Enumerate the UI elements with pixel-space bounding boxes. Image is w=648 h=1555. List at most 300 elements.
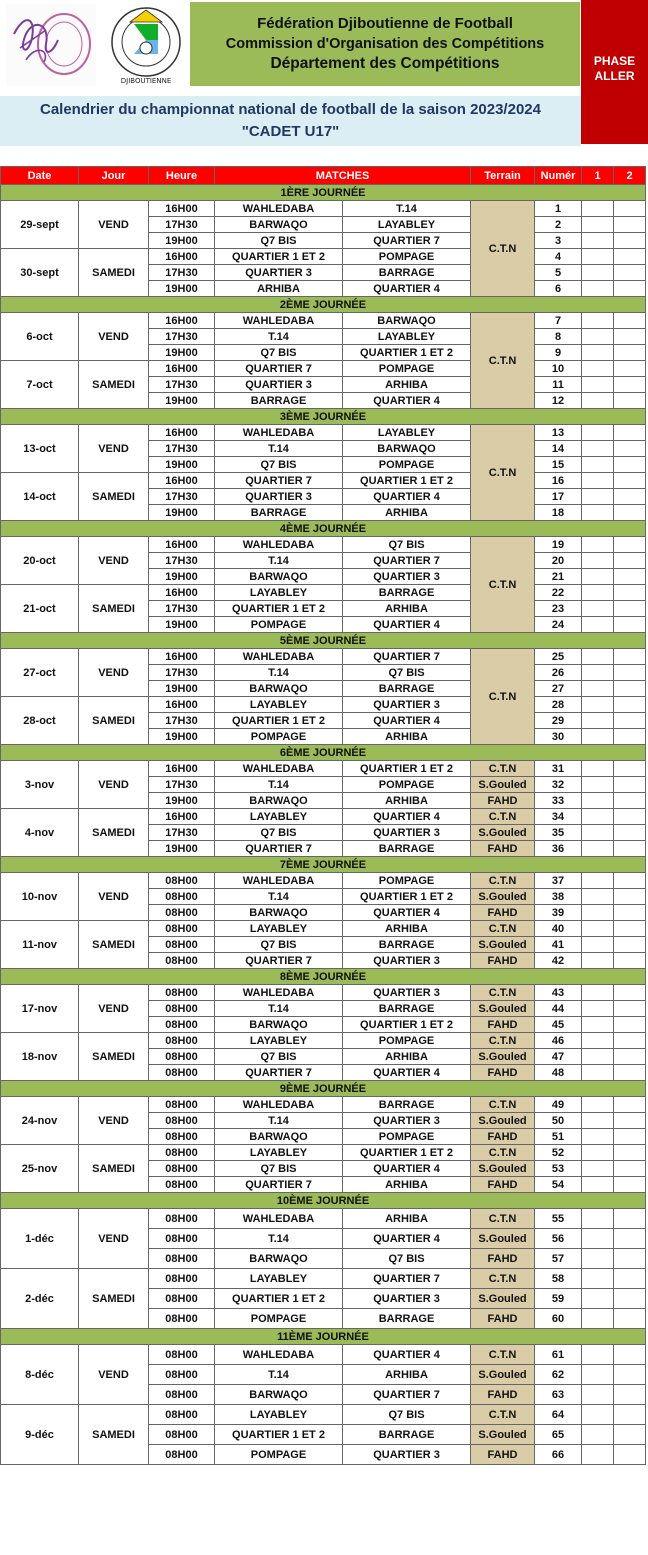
match-home-team: BARRAGE [215, 505, 343, 521]
score-2-cell[interactable] [614, 1177, 646, 1193]
calendar-title-block [0, 96, 581, 146]
match-away-team: POMPAGE [343, 1033, 471, 1049]
score-1-cell[interactable] [582, 1001, 614, 1017]
score-1-cell[interactable] [582, 553, 614, 569]
match-row [1, 1097, 646, 1113]
score-2-cell[interactable] [614, 873, 646, 889]
score-2-cell[interactable] [614, 1269, 646, 1289]
organization-banner [190, 2, 580, 86]
score-1-cell[interactable] [582, 249, 614, 265]
score-1-cell[interactable] [582, 1345, 614, 1365]
score-1-cell[interactable] [582, 841, 614, 857]
match-terrain: FAHD [471, 1177, 535, 1193]
col-date: Date [1, 167, 79, 185]
score-2-cell[interactable] [614, 1049, 646, 1065]
match-home-team: LAYABLEY [215, 1405, 343, 1425]
match-away-team: QUARTIER 4 [343, 281, 471, 297]
match-away-team: QUARTIER 3 [343, 985, 471, 1001]
match-home-team: QUARTIER 1 ET 2 [215, 1425, 343, 1445]
col-matches: MATCHES [215, 167, 471, 185]
match-number: 48 [535, 1065, 582, 1081]
match-away-team: Q7 BIS [343, 1249, 471, 1269]
match-home-team: WAHLEDABA [215, 761, 343, 777]
score-2-cell[interactable] [614, 713, 646, 729]
match-number: 23 [535, 601, 582, 617]
match-home-team: WAHLEDABA [215, 873, 343, 889]
score-2-cell[interactable] [614, 905, 646, 921]
match-row [1, 425, 646, 441]
score-1-cell[interactable] [582, 393, 614, 409]
score-2-cell[interactable] [614, 665, 646, 681]
score-2-cell[interactable] [614, 777, 646, 793]
match-jour: SAMEDI [79, 1145, 149, 1193]
match-away-team: QUARTIER 4 [343, 1065, 471, 1081]
score-1-cell[interactable] [582, 441, 614, 457]
score-1-cell[interactable] [582, 1033, 614, 1049]
match-date: 18-nov [1, 1033, 79, 1081]
score-2-cell[interactable] [614, 281, 646, 297]
score-1-cell[interactable] [582, 1445, 614, 1465]
score-1-cell[interactable] [582, 985, 614, 1001]
match-row [1, 873, 646, 889]
score-2-cell[interactable] [614, 1309, 646, 1329]
match-heure: 08H00 [149, 905, 215, 921]
journee-header-row [1, 409, 646, 425]
match-number: 55 [535, 1209, 582, 1229]
score-2-cell[interactable] [614, 1017, 646, 1033]
score-1-cell[interactable] [582, 1129, 614, 1145]
match-number: 61 [535, 1345, 582, 1365]
match-home-team: BARRAGE [215, 393, 343, 409]
score-2-cell[interactable] [614, 1113, 646, 1129]
match-date: 9-déc [1, 1405, 79, 1465]
match-home-team: WAHLEDABA [215, 1097, 343, 1113]
match-date: 7-oct [1, 361, 79, 409]
match-heure: 08H00 [149, 1049, 215, 1065]
journee-title: 4ÈME JOURNÉE [1, 521, 646, 537]
score-1-cell[interactable] [582, 537, 614, 553]
score-2-cell[interactable] [614, 953, 646, 969]
match-terrain: C.T.N [471, 1145, 535, 1161]
match-number: 26 [535, 665, 582, 681]
score-1-cell[interactable] [582, 345, 614, 361]
match-away-team: QUARTIER 1 ET 2 [343, 345, 471, 361]
match-jour: VEND [79, 1097, 149, 1145]
score-2-cell[interactable] [614, 1445, 646, 1465]
score-1-cell[interactable] [582, 1365, 614, 1385]
score-2-cell[interactable] [614, 937, 646, 953]
score-2-cell[interactable] [614, 1161, 646, 1177]
score-2-cell[interactable] [614, 617, 646, 633]
score-2-cell[interactable] [614, 537, 646, 553]
match-heure: 08H00 [149, 1229, 215, 1249]
score-1-cell[interactable] [582, 681, 614, 697]
match-heure: 19H00 [149, 345, 215, 361]
match-jour: SAMEDI [79, 249, 149, 297]
match-number: 33 [535, 793, 582, 809]
score-2-cell[interactable] [614, 457, 646, 473]
match-jour: SAMEDI [79, 361, 149, 409]
match-number: 66 [535, 1445, 582, 1465]
match-date: 11-nov [1, 921, 79, 969]
journee-header-row [1, 521, 646, 537]
score-2-cell[interactable] [614, 649, 646, 665]
score-1-cell[interactable] [582, 1249, 614, 1269]
match-home-team: WAHLEDABA [215, 537, 343, 553]
match-heure: 08H00 [149, 1017, 215, 1033]
match-number: 25 [535, 649, 582, 665]
score-1-cell[interactable] [582, 217, 614, 233]
match-terrain: S.Gouled [471, 1365, 535, 1385]
match-date: 30-sept [1, 249, 79, 297]
match-away-team: BARRAGE [343, 681, 471, 697]
match-heure: 16H00 [149, 473, 215, 489]
score-2-cell[interactable] [614, 313, 646, 329]
match-number: 54 [535, 1177, 582, 1193]
match-home-team: BARWAQO [215, 1129, 343, 1145]
match-home-team: LAYABLEY [215, 585, 343, 601]
match-home-team: BARWAQO [215, 217, 343, 233]
match-away-team: BARRAGE [343, 585, 471, 601]
score-1-cell[interactable] [582, 1425, 614, 1445]
match-jour: VEND [79, 649, 149, 697]
score-1-cell[interactable] [582, 665, 614, 681]
match-terrain: C.T.N [471, 425, 535, 521]
journee-title: 6ÈME JOURNÉE [1, 745, 646, 761]
match-row [1, 1269, 646, 1289]
table-header-row [1, 167, 646, 185]
score-1-cell[interactable] [582, 457, 614, 473]
category-title: "CADET U17" [241, 123, 340, 140]
score-2-cell[interactable] [614, 1229, 646, 1249]
match-number: 17 [535, 489, 582, 505]
match-away-team: QUARTIER 7 [343, 233, 471, 249]
match-heure: 17H30 [149, 489, 215, 505]
score-2-cell[interactable] [614, 441, 646, 457]
match-number: 38 [535, 889, 582, 905]
match-number: 9 [535, 345, 582, 361]
match-away-team: QUARTIER 1 ET 2 [343, 473, 471, 489]
match-heure: 08H00 [149, 1097, 215, 1113]
score-1-cell[interactable] [582, 201, 614, 217]
match-away-team: QUARTIER 3 [343, 1289, 471, 1309]
match-row [1, 809, 646, 825]
match-terrain: C.T.N [471, 201, 535, 297]
match-number: 56 [535, 1229, 582, 1249]
match-away-team: QUARTIER 4 [343, 1161, 471, 1177]
match-away-team: QUARTIER 7 [343, 553, 471, 569]
org-department: Département des Compétitions [270, 55, 500, 72]
score-2-cell[interactable] [614, 601, 646, 617]
score-1-cell[interactable] [582, 361, 614, 377]
score-1-cell[interactable] [582, 761, 614, 777]
score-1-cell[interactable] [582, 1065, 614, 1081]
score-2-cell[interactable] [614, 361, 646, 377]
match-away-team: QUARTIER 7 [343, 649, 471, 665]
match-heure: 08H00 [149, 1209, 215, 1229]
match-away-team: QUARTIER 4 [343, 809, 471, 825]
score-2-cell[interactable] [614, 473, 646, 489]
score-1-cell[interactable] [582, 729, 614, 745]
score-1-cell[interactable] [582, 1289, 614, 1309]
match-jour: VEND [79, 761, 149, 809]
score-2-cell[interactable] [614, 505, 646, 521]
match-jour: SAMEDI [79, 697, 149, 745]
score-1-cell[interactable] [582, 617, 614, 633]
match-date: 21-oct [1, 585, 79, 633]
match-terrain: C.T.N [471, 921, 535, 937]
match-number: 19 [535, 537, 582, 553]
match-home-team: Q7 BIS [215, 937, 343, 953]
match-date: 14-oct [1, 473, 79, 521]
match-home-team: T.14 [215, 1365, 343, 1385]
match-away-team: BARRAGE [343, 937, 471, 953]
score-1-cell[interactable] [582, 889, 614, 905]
score-1-cell[interactable] [582, 1161, 614, 1177]
score-2-cell[interactable] [614, 265, 646, 281]
match-heure: 16H00 [149, 809, 215, 825]
match-number: 15 [535, 457, 582, 473]
match-away-team: BARRAGE [343, 1425, 471, 1445]
match-heure: 17H30 [149, 217, 215, 233]
score-2-cell[interactable] [614, 1345, 646, 1365]
match-terrain: C.T.N [471, 985, 535, 1001]
match-heure: 08H00 [149, 937, 215, 953]
score-1-cell[interactable] [582, 329, 614, 345]
score-1-cell[interactable] [582, 473, 614, 489]
score-2-cell[interactable] [614, 921, 646, 937]
match-number: 20 [535, 553, 582, 569]
col-numero: Numér [535, 167, 582, 185]
match-home-team: T.14 [215, 777, 343, 793]
journee-header-row [1, 745, 646, 761]
score-2-cell[interactable] [614, 681, 646, 697]
journee-header-row [1, 969, 646, 985]
match-jour: SAMEDI [79, 1269, 149, 1329]
match-terrain: C.T.N [471, 809, 535, 825]
match-heure: 08H00 [149, 985, 215, 1001]
score-2-cell[interactable] [614, 569, 646, 585]
score-2-cell[interactable] [614, 985, 646, 1001]
score-1-cell[interactable] [582, 233, 614, 249]
match-heure: 17H30 [149, 377, 215, 393]
score-2-cell[interactable] [614, 1145, 646, 1161]
match-home-team: T.14 [215, 1001, 343, 1017]
match-jour: VEND [79, 201, 149, 249]
match-away-team: ARHIBA [343, 601, 471, 617]
score-1-cell[interactable] [582, 569, 614, 585]
score-1-cell[interactable] [582, 489, 614, 505]
match-heure: 16H00 [149, 425, 215, 441]
journee-header-row [1, 1081, 646, 1097]
score-2-cell[interactable] [614, 1405, 646, 1425]
match-terrain: C.T.N [471, 873, 535, 889]
score-1-cell[interactable] [582, 937, 614, 953]
score-2-cell[interactable] [614, 1425, 646, 1445]
score-1-cell[interactable] [582, 585, 614, 601]
score-2-cell[interactable] [614, 697, 646, 713]
match-number: 2 [535, 217, 582, 233]
match-date: 25-nov [1, 1145, 79, 1193]
match-heure: 08H00 [149, 889, 215, 905]
match-number: 44 [535, 1001, 582, 1017]
score-2-cell[interactable] [614, 329, 646, 345]
score-1-cell[interactable] [582, 825, 614, 841]
match-heure: 17H30 [149, 553, 215, 569]
match-away-team: QUARTIER 1 ET 2 [343, 761, 471, 777]
score-2-cell[interactable] [614, 217, 646, 233]
score-1-cell[interactable] [582, 505, 614, 521]
match-heure: 08H00 [149, 1065, 215, 1081]
match-number: 37 [535, 873, 582, 889]
match-heure: 08H00 [149, 1425, 215, 1445]
score-2-cell[interactable] [614, 489, 646, 505]
score-2-cell[interactable] [614, 249, 646, 265]
score-2-cell[interactable] [614, 233, 646, 249]
score-2-cell[interactable] [614, 377, 646, 393]
match-row [1, 1145, 646, 1161]
score-1-cell[interactable] [582, 1269, 614, 1289]
match-away-team: LAYABLEY [343, 425, 471, 441]
match-away-team: T.14 [343, 201, 471, 217]
match-number: 29 [535, 713, 582, 729]
match-home-team: BARWAQO [215, 793, 343, 809]
match-terrain: FAHD [471, 1017, 535, 1033]
score-2-cell[interactable] [614, 1289, 646, 1309]
match-home-team: POMPAGE [215, 617, 343, 633]
score-2-cell[interactable] [614, 1033, 646, 1049]
match-away-team: QUARTIER 4 [343, 617, 471, 633]
score-2-cell[interactable] [614, 345, 646, 361]
match-heure: 08H00 [149, 1161, 215, 1177]
score-1-cell[interactable] [582, 793, 614, 809]
score-1-cell[interactable] [582, 1309, 614, 1329]
match-home-team: BARWAQO [215, 681, 343, 697]
score-2-cell[interactable] [614, 889, 646, 905]
match-home-team: QUARTIER 1 ET 2 [215, 1289, 343, 1309]
score-1-cell[interactable] [582, 281, 614, 297]
col-2: 2 [614, 167, 646, 185]
match-row [1, 921, 646, 937]
score-1-cell[interactable] [582, 265, 614, 281]
score-2-cell[interactable] [614, 1385, 646, 1405]
match-row [1, 249, 646, 265]
match-heure: 19H00 [149, 617, 215, 633]
score-2-cell[interactable] [614, 1209, 646, 1229]
match-away-team: POMPAGE [343, 1129, 471, 1145]
match-away-team: QUARTIER 1 ET 2 [343, 889, 471, 905]
score-1-cell[interactable] [582, 905, 614, 921]
match-away-team: ARHIBA [343, 921, 471, 937]
score-1-cell[interactable] [582, 1229, 614, 1249]
score-1-cell[interactable] [582, 1017, 614, 1033]
match-date: 20-oct [1, 537, 79, 585]
match-terrain: S.Gouled [471, 937, 535, 953]
match-home-team: Q7 BIS [215, 825, 343, 841]
score-1-cell[interactable] [582, 921, 614, 937]
score-2-cell[interactable] [614, 729, 646, 745]
match-date: 3-nov [1, 761, 79, 809]
match-terrain: C.T.N [471, 1269, 535, 1289]
score-1-cell[interactable] [582, 873, 614, 889]
score-1-cell[interactable] [582, 649, 614, 665]
score-2-cell[interactable] [614, 553, 646, 569]
match-date: 24-nov [1, 1097, 79, 1145]
score-1-cell[interactable] [582, 1097, 614, 1113]
match-number: 59 [535, 1289, 582, 1309]
score-1-cell[interactable] [582, 953, 614, 969]
match-home-team: QUARTIER 7 [215, 473, 343, 489]
match-away-team: POMPAGE [343, 873, 471, 889]
score-2-cell[interactable] [614, 585, 646, 601]
score-1-cell[interactable] [582, 1113, 614, 1129]
score-2-cell[interactable] [614, 1001, 646, 1017]
match-number: 42 [535, 953, 582, 969]
score-2-cell[interactable] [614, 1249, 646, 1269]
score-2-cell[interactable] [614, 201, 646, 217]
match-away-team: QUARTIER 1 ET 2 [343, 1017, 471, 1033]
journee-title: 2ÈME JOURNÉE [1, 297, 646, 313]
match-number: 22 [535, 585, 582, 601]
match-date: 29-sept [1, 201, 79, 249]
score-1-cell[interactable] [582, 697, 614, 713]
score-1-cell[interactable] [582, 1049, 614, 1065]
score-2-cell[interactable] [614, 1097, 646, 1113]
score-2-cell[interactable] [614, 393, 646, 409]
match-heure: 19H00 [149, 729, 215, 745]
score-2-cell[interactable] [614, 809, 646, 825]
match-row [1, 1405, 646, 1425]
score-1-cell[interactable] [582, 1209, 614, 1229]
match-heure: 08H00 [149, 1365, 215, 1385]
score-1-cell[interactable] [582, 1177, 614, 1193]
score-1-cell[interactable] [582, 313, 614, 329]
score-1-cell[interactable] [582, 601, 614, 617]
match-terrain: S.Gouled [471, 1289, 535, 1309]
score-1-cell[interactable] [582, 425, 614, 441]
score-2-cell[interactable] [614, 1365, 646, 1385]
match-away-team: QUARTIER 4 [343, 713, 471, 729]
match-away-team: ARHIBA [343, 793, 471, 809]
match-jour: VEND [79, 985, 149, 1033]
journee-title: 9ÈME JOURNÉE [1, 1081, 646, 1097]
match-away-team: QUARTIER 4 [343, 393, 471, 409]
match-home-team: BARWAQO [215, 1017, 343, 1033]
match-home-team: QUARTIER 1 ET 2 [215, 601, 343, 617]
match-heure: 19H00 [149, 457, 215, 473]
match-terrain: C.T.N [471, 313, 535, 409]
score-2-cell[interactable] [614, 1065, 646, 1081]
match-home-team: Q7 BIS [215, 457, 343, 473]
match-date: 28-oct [1, 697, 79, 745]
match-home-team: T.14 [215, 665, 343, 681]
match-heure: 16H00 [149, 201, 215, 217]
score-1-cell[interactable] [582, 377, 614, 393]
score-2-cell[interactable] [614, 793, 646, 809]
score-1-cell[interactable] [582, 777, 614, 793]
score-2-cell[interactable] [614, 761, 646, 777]
score-2-cell[interactable] [614, 1129, 646, 1145]
score-1-cell[interactable] [582, 1405, 614, 1425]
score-2-cell[interactable] [614, 425, 646, 441]
score-1-cell[interactable] [582, 1145, 614, 1161]
score-2-cell[interactable] [614, 825, 646, 841]
journee-header-row [1, 1193, 646, 1209]
score-2-cell[interactable] [614, 841, 646, 857]
score-1-cell[interactable] [582, 809, 614, 825]
score-1-cell[interactable] [582, 1385, 614, 1405]
score-1-cell[interactable] [582, 713, 614, 729]
